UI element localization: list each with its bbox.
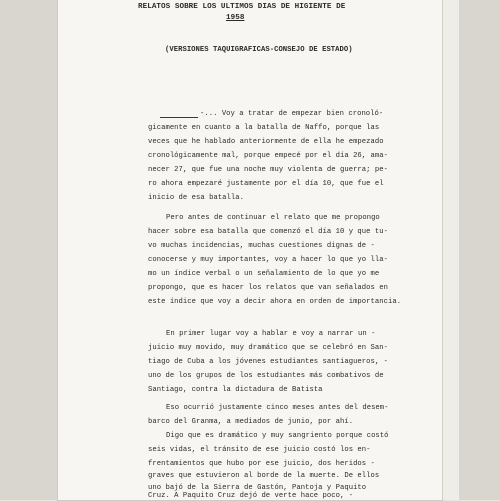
body-line: vo muchas incidencias, muchas cuestiones dignas de - <box>148 242 375 250</box>
body-line: graves que estuvieron al borde de la muerte. De ellos <box>148 472 380 480</box>
body-line: uno de los grupos de los estudiantes más combativos de <box>148 372 384 380</box>
body-line: -... Voy a tratar de empezar bien cronoló- <box>200 110 384 118</box>
body-line: Santiago, contra la dictadura de Batista <box>148 386 323 394</box>
body-line: Digo que es dramático y muy sangriento porque costó <box>166 432 389 440</box>
document-title: RELATOS SOBRE LOS ULTIMOS DIAS DE HIGIENTE DE <box>138 3 346 11</box>
body-line: ro ahora empezaré justamente por el día 10, que fue el <box>148 180 384 188</box>
body-line: conocerse y muy importantes, voy a hacer lo que yo lla- <box>148 256 388 264</box>
body-line: hacer sobre esa batalla que comenzó el día 10 y que tu- <box>148 228 388 236</box>
body-line: inicio de esa batalla. <box>148 194 244 202</box>
body-line: cronológicamente mal, porque empecé por el día 26, ama- <box>148 152 388 160</box>
body-line: veces que he hablado anteriormente de ella he empezado <box>148 138 384 146</box>
document-subtitle: (VERSIONES TAQUIGRAFICAS-CONSEJO DE ESTADO) <box>165 46 353 54</box>
body-line: mo un índice verbal o un señalamiento de lo que yo me <box>148 270 380 278</box>
body-line: tiago de Cuba a los jóvenes estudiantes santiagueros, - <box>148 358 388 366</box>
body-line: necer 27, que fue una noche muy violenta de guerra; pe- <box>148 166 388 174</box>
body-line: Eso ocurrió justamente cinco meses antes del desem- <box>166 404 389 412</box>
body-line: juicio muy movido, muy dramático que se celebró en San- <box>148 344 388 352</box>
body-line: Pero antes de continuar el relato que me propongo <box>166 214 380 222</box>
body-line: este índice que voy a decir ahora en orden de importancia. <box>148 298 402 306</box>
speaker-blank-line <box>160 116 198 118</box>
body-line: seis vidas, el tránsito de ese juicio costó los en- <box>148 446 371 454</box>
body-line: propongo, que es hacer los relatos que van señalados en <box>148 284 388 292</box>
page-edge <box>442 0 459 500</box>
body-line: En primer lugar voy a hablar e voy a narrar un - <box>166 330 376 338</box>
body-line: frentamientos que hubo por ese juicio, dos heridos - <box>148 460 375 468</box>
body-line: uno bajó de la Sierra de Gastón, Pantoja y Paquito <box>148 484 367 492</box>
document-year: 1958 <box>226 14 245 22</box>
body-line: Cruz. A Paquito Cruz dejó de verte hace poco, - <box>148 492 354 500</box>
body-line: barco del Granma, a mediados de junio, por ahí. <box>148 418 354 426</box>
body-line: gicamente en cuanto a la batalla de Naffo, porque las <box>148 124 380 132</box>
